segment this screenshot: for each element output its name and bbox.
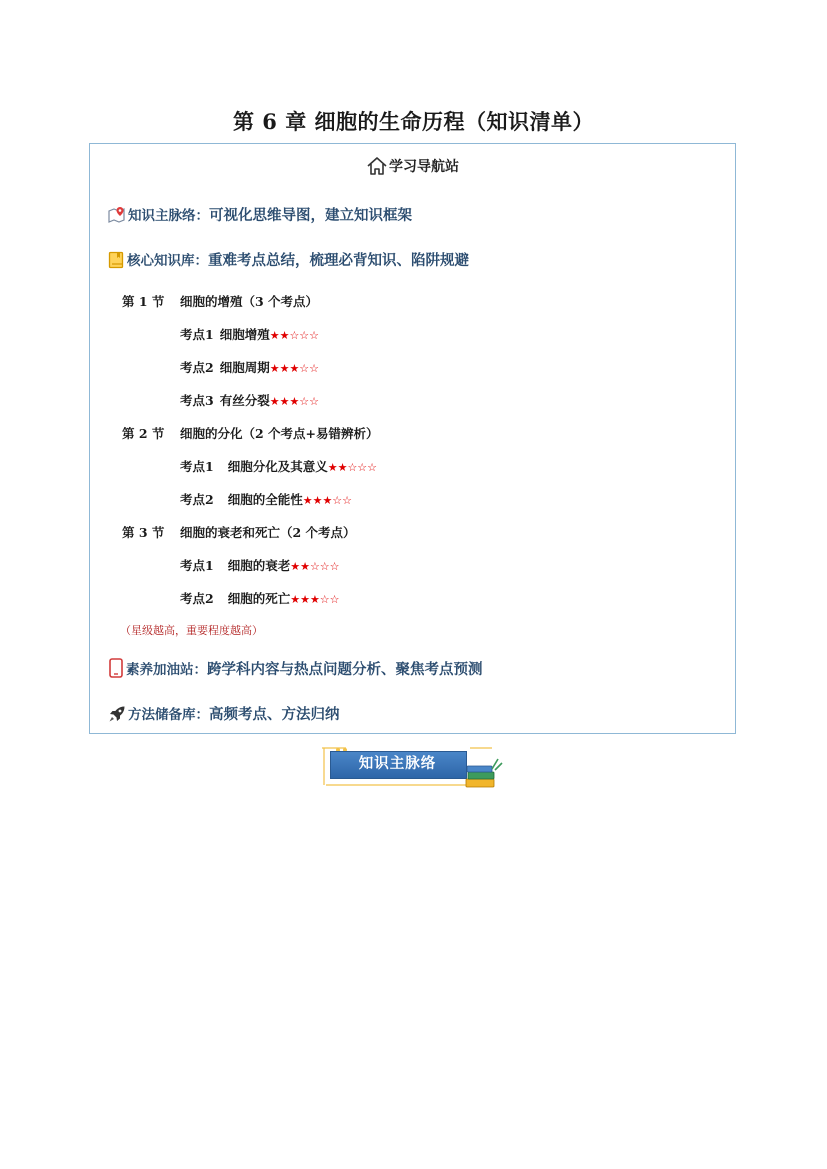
nav-item-label: 知识主脉络： <box>128 208 209 224</box>
exam-point-number: 考点2 <box>180 360 214 375</box>
exam-point <box>180 391 319 409</box>
exam-point-number: 考点1 <box>180 558 214 573</box>
nav-item-desc: 可视化思维导图，建立知识框架 <box>209 207 412 224</box>
home-icon <box>366 156 388 176</box>
exam-point-number: 考点1 <box>180 327 214 342</box>
star-rating: ★★★☆☆ <box>302 494 353 507</box>
exam-point <box>180 589 340 607</box>
exam-point-title: 细胞增殖 <box>219 327 270 342</box>
exam-point-title: 细胞的全能性 <box>227 492 303 507</box>
star-rating: ★★☆☆☆ <box>327 461 378 474</box>
nav-item-core-library <box>108 249 469 270</box>
nav-heading-text: 学习导航站 <box>389 159 459 175</box>
section-number: 第 2 节 <box>122 426 165 441</box>
rocket-icon <box>108 705 126 723</box>
star-rating: ★★☆☆☆ <box>290 560 340 573</box>
section-title: 细胞的分化（2 个考点+易错辨析） <box>180 426 379 441</box>
nav-item-literacy-station <box>108 658 483 679</box>
section-number: 第 1 节 <box>122 294 165 309</box>
learning-nav-box <box>89 143 736 734</box>
exam-point <box>180 325 319 343</box>
exam-point-title: 细胞分化及其意义 <box>227 459 328 474</box>
nav-item-label: 素养加油站： <box>126 662 207 678</box>
exam-point <box>180 457 377 475</box>
nav-item-desc: 重难考点总结，梳理必背知识、陷阱规避 <box>208 252 469 269</box>
exam-point <box>180 556 340 574</box>
exam-point-number: 考点2 <box>180 591 214 606</box>
exam-point-number: 考点2 <box>180 492 214 507</box>
map-pin-icon <box>108 206 126 224</box>
page-title: 第 6 章 细胞的生命历程（知识清单） <box>232 109 595 134</box>
banner-title: 知识主脉络 <box>358 756 437 772</box>
books-icon <box>464 757 504 791</box>
section-banner <box>320 745 504 790</box>
exam-point-title: 细胞周期 <box>219 360 270 375</box>
section-2 <box>122 424 379 442</box>
star-rating: ★★★☆☆ <box>269 362 320 375</box>
nav-item-label: 核心知识库： <box>127 253 208 269</box>
star-legend-note: （星级越高，重要程度越高） <box>120 624 263 637</box>
section-1 <box>122 292 318 310</box>
exam-point-title: 细胞的衰老 <box>227 558 291 573</box>
star-rating: ★★★☆☆ <box>269 395 320 408</box>
exam-point-number: 考点1 <box>180 459 214 474</box>
section-3 <box>122 523 356 541</box>
section-number: 第 3 节 <box>122 525 165 540</box>
nav-item-desc: 高频考点、方法归纳 <box>209 706 340 723</box>
phone-icon <box>108 658 124 678</box>
nav-item-knowledge-map <box>108 204 412 225</box>
exam-point-title: 有丝分裂 <box>219 393 270 408</box>
exam-point <box>180 358 319 376</box>
nav-item-desc: 跨学科内容与热点问题分析、聚焦考点预测 <box>207 661 483 678</box>
section-title: 细胞的衰老和死亡（2 个考点） <box>180 525 356 540</box>
star-rating: ★★★☆☆ <box>290 593 340 606</box>
nav-heading <box>90 156 735 176</box>
nav-item-label: 方法储备库： <box>128 707 209 723</box>
section-title: 细胞的增殖（3 个考点） <box>180 294 319 309</box>
exam-point-number: 考点3 <box>180 393 214 408</box>
nav-item-method-library <box>108 703 340 724</box>
star-rating: ★★☆☆☆ <box>269 329 320 342</box>
exam-point <box>180 490 352 508</box>
exam-point-title: 细胞的死亡 <box>227 591 291 606</box>
book-icon <box>108 251 125 269</box>
